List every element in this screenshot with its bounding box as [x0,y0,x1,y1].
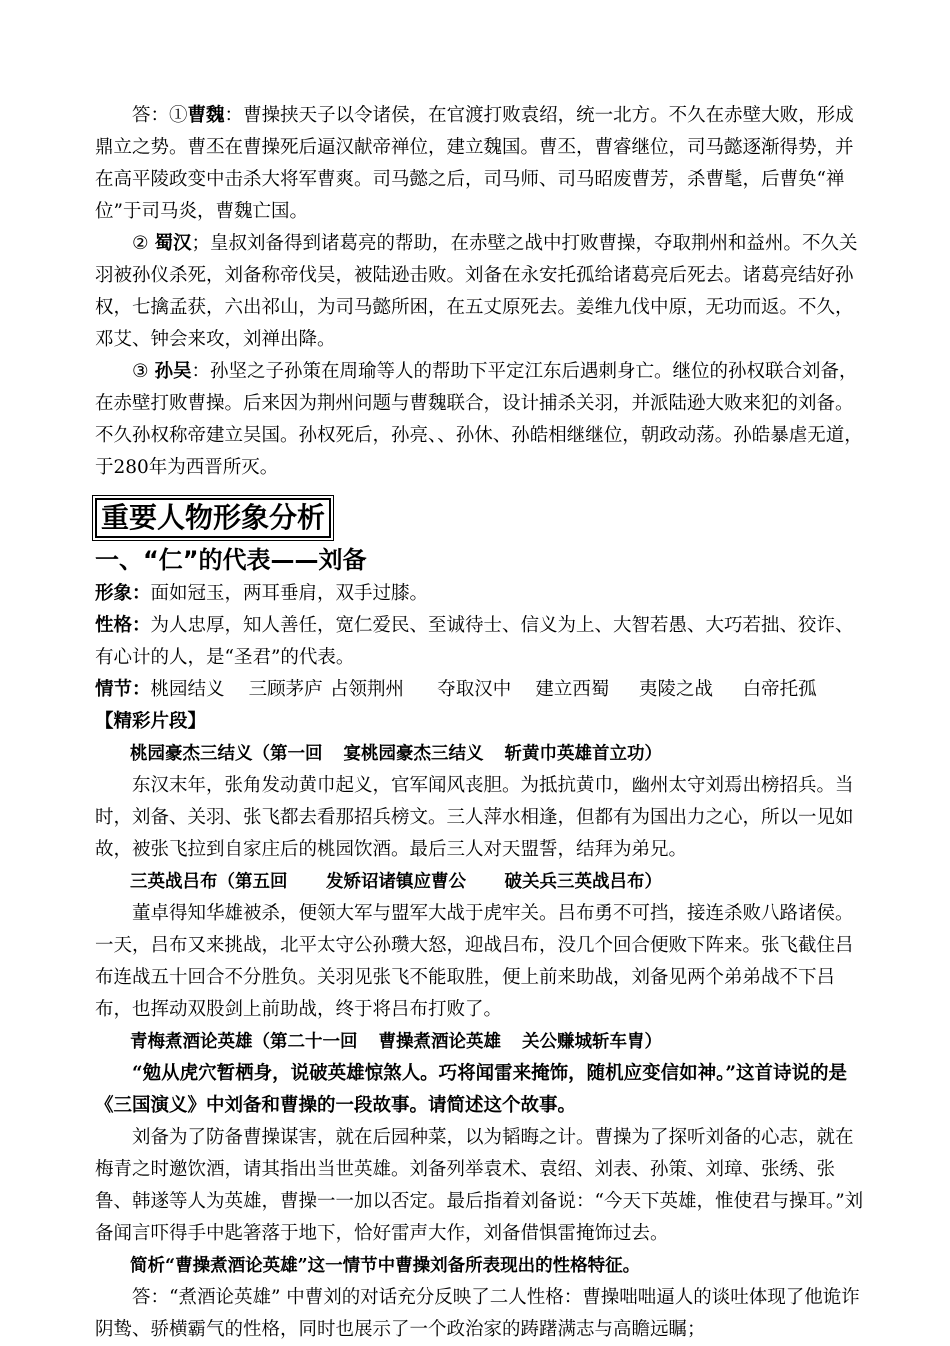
plot-line [95,674,865,706]
personality-text: 为人忠厚，知人善任，宽仁爱民、至诚待士、信义为上、大智若愚、大巧若拙、狡诈、有心计的人，是“圣君”的代表。 [95,615,854,668]
heading-part: 关公赚城斩车胄） [522,1032,662,1052]
segment-body: 董卓得知华雄被杀，便领大军与盟军大战于虎牢关。吕布勇不可挡，接连杀败八路诸侯。一天，吕布又来挑战，北平太守公孙瓒大怒，迎战吕布，没几个回合便败下阵来。张飞截住吕布连战五十回合不分胜负。关羽见张飞不能取胜，便上前来助战，刘备见两个弟弟战不下吕布，也挥动双股剑上前助战，终于将吕布打败了。 [95,903,854,1020]
personality-label: 性格： [95,615,151,636]
segment-heading [95,1026,865,1058]
separator: ： [191,361,210,382]
kingdom-name: 孙吴 [154,361,192,382]
separator: ： [224,105,244,126]
plot-item: 夷陵之战 [638,679,713,700]
appearance-text: 面如冠玉，两耳垂肩，双手过膝。 [150,583,429,604]
separator: ； [191,233,210,254]
highlights-label: 【精彩片段】 [95,711,207,732]
plot-item: 三顾茅庐 [248,679,323,700]
heading-part: 宴桃园豪杰三结义 [343,744,484,764]
kingdom-text: 曹操挟天子以令诸侯，在官渡打败袁绍，统一北方。不久在赤壁大败，形成鼎立之势。曹丕在曹操死后逼汉献帝禅位，建立魏国。曹丕，曹睿继位，司马懿逐渐得势，并在高平陵政变中击杀大将军曹爽。司马懿之后，司马师、司马昭废曹芳，杀曹髦，后曹奂“禅位”于司马炎，曹魏亡国。 [95,105,854,222]
heading-part: 青梅煮酒论英雄（第二十一回 [130,1032,358,1052]
kingdom-paragraph-shu [95,228,865,356]
section-title: 一、“仁”的代表——刘备 [95,546,367,574]
kingdom-text: 孙坚之子孙策在周瑜等人的帮助下平定江东后遇刺身亡。继位的孙权联合刘备，在赤壁打败曹操。后来因为荆州问题与曹魏联合，设计捕杀关羽，并派陆逊大败来犯的刘备。不久孙权称帝建立吴国。孙权死后，孙亮、、孙休、孙皓相继继位，朝政动荡。孙皓暴虐无道，于280年为西晋所灭。 [95,361,863,478]
segment-heading [95,866,865,898]
document-page [95,100,865,1346]
analysis-question: 简析“曹操煮酒论英雄”这一情节中曹操刘备所表现出的性格特征。 [130,1256,641,1276]
plot-label: 情节： [95,679,151,700]
analysis-answer: 答：“煮酒论英雄” 中曹刘的对话充分反映了二人性格：曹操咄咄逼人的谈吐体现了他诡诈阴鸷、骄横霸气的性格，同时也展示了一个政治家的踌躇满志与高瞻远瞩； [95,1287,860,1340]
main-title: 重要人物形象分析 [95,498,331,538]
appearance-line [95,578,865,610]
appearance-label: 形象： [95,583,151,604]
kingdom-paragraph-wu [95,356,865,484]
heading-part: 桃园豪杰三结义（第一回 [130,744,323,764]
kingdom-text: 皇叔刘备得到诸葛亮的帮助，在赤壁之战中打败曹操，夺取荆州和益州。不久关羽被孙仪杀死，刘备称帝伐吴，被陆逊击败。刘备在永安托孤给诸葛亮后死去。诸葛亮结好孙权，七擒孟获，六出祁山，为司马懿所困，在五丈原死去。姜维九伐中原，无功而返。不久，邓艾、钟会来攻，刘禅出降。 [95,233,858,350]
segment-body: 东汉末年，张角发动黄巾起义，官军闻风丧胆。为抵抗黄巾，幽州太守刘焉出榜招兵。当时，刘备、关羽、张飞都去看那招兵榜文。三人萍水相逢，但都有为国出力之心，所以一见如故，被张飞拉到自家庄后的桃园饮酒。最后三人对天盟誓，结拜为弟兄。 [95,775,854,860]
kingdom-name: 蜀汉 [154,233,192,254]
heading-part: 破关兵三英战吕布） [504,872,662,892]
list-marker: ① [169,105,188,126]
plot-item: 夺取汉中 [437,679,512,700]
plot-item: 建立西蜀 [535,679,610,700]
list-marker: ② [132,233,155,254]
heading-part: 斩黄巾英雄首立功） [504,744,662,764]
personality-line [95,610,865,674]
list-marker: ③ [132,361,155,382]
heading-part: 三英战吕布（第五回 [130,872,288,892]
kingdom-name: 曹魏 [187,105,225,126]
plot-item: 占领荆州 [329,679,404,700]
heading-part: 曹操煮酒论英雄 [378,1032,501,1052]
segment-heading [95,738,865,770]
heading-part: 发矫诏诸镇应曹公 [326,872,466,892]
kingdom-paragraph-wei [95,100,865,228]
segment-question: “勉从虎穴暂栖身，说破英雄惊煞人。巧将闻雷来掩饰，随机应变信如神。”这首诗说的是《三国演义》中刘备和曹操的一段故事。请简述这个故事。 [95,1063,848,1116]
plot-item: 白帝托孤 [742,679,817,700]
answer-prefix: 答： [132,105,170,126]
plot-item: 桃园结义 [150,679,225,700]
segment-body: 刘备为了防备曹操谋害，就在后园种菜，以为韬晦之计。曹操为了探听刘备的心志，就在梅青之时邀饮酒，请其指出当世英雄。刘备列举袁术、袁绍、刘表、孙策、刘璋、张绣、张鲁、韩遂等人为英雄，曹操一一加以否定。最后指着刘备说：“今天下英雄，惟使君与操耳。”刘备闻言吓得手中匙箸落于地下，恰好雷声大作，刘备借惧雷掩饰过去。 [95,1127,864,1244]
